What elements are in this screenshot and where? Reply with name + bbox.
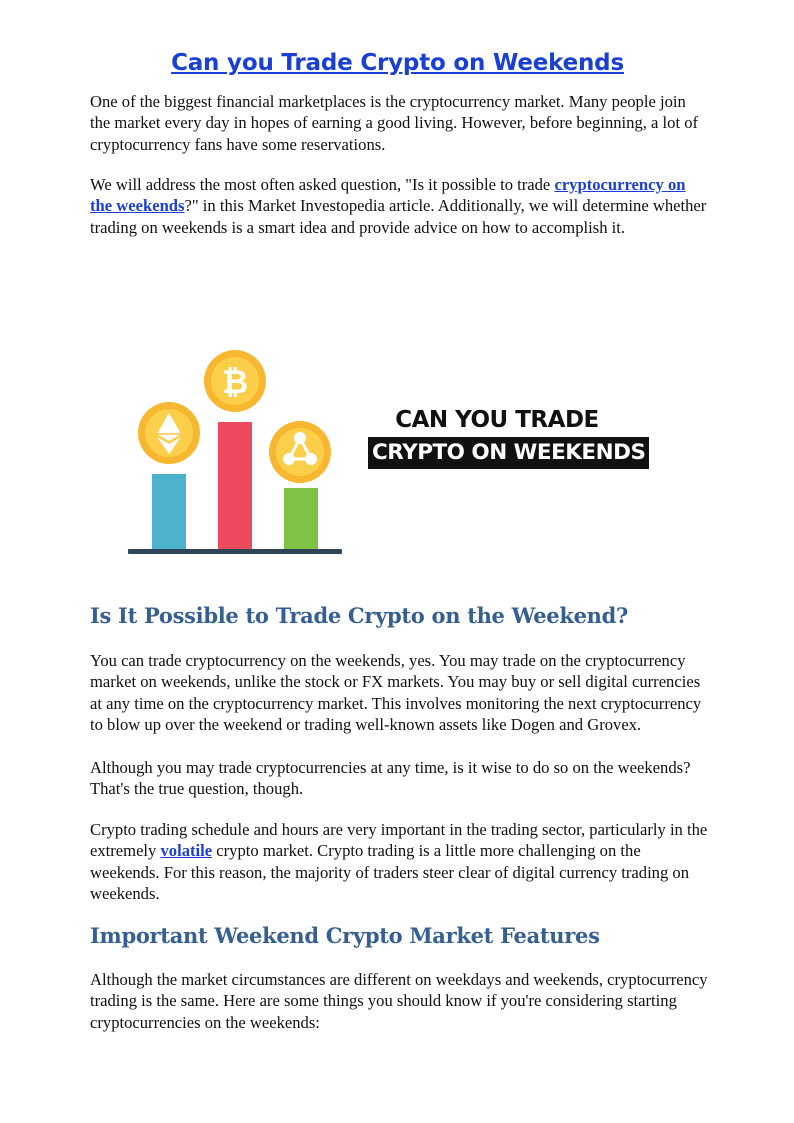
ethereum-coin-icon	[138, 402, 200, 464]
intro-2-text-before: We will address the most often asked question, "Is it possible to trade	[90, 175, 555, 194]
bitcoin-coin-icon	[204, 350, 266, 412]
section-1-paragraph-1: You can trade cryptocurrency on the weekends, yes. You may trade on the cryptocurrency market on weekends, unlike the stock or FX markets. You may buy or sell digital currencies at any time on the cryptocurrency market. This involves monitoring the next cryptocurrency to blow up over the weekend or trading well-known assets like Dogen and Grovex.	[90, 651, 702, 735]
link-cryptocurrency-on-the-weekends[interactable]: cryptocurrency on the weekends	[90, 175, 686, 216]
banner-line-1: CAN YOU TRADE	[395, 407, 599, 433]
ripple-coin-icon	[269, 421, 331, 483]
para-3-text-before: Crypto trading schedule and hours are very important in the trading sector, particularly in the extremely	[90, 820, 708, 861]
bar-right	[284, 488, 318, 550]
section-heading-weekend-trading: Is It Possible to Trade Crypto on the Weekend?	[90, 603, 628, 628]
section-heading-market-features: Important Weekend Crypto Market Features	[90, 923, 600, 948]
section-1-paragraph-2: Although you may trade cryptocurrencies at any time, is it wise to do so on the weekends? That's the true question, though.	[90, 758, 691, 799]
bar-middle	[218, 422, 252, 550]
intro-2-text-after: ?" in this Market Investopedia article. Additionally, we will determine whether trading on weekends is a smart idea and provide advice on how to accomplish it.	[90, 196, 707, 237]
para-3-text-after: crypto market. Crypto trading is a little more challenging on the weekends. For this reason, the majority of traders steer clear of digital currency trading on weekends.	[90, 841, 690, 904]
bitcoin-symbol: ₿	[221, 363, 249, 401]
bar-left	[152, 474, 186, 550]
chart-baseline	[128, 549, 342, 554]
link-volatile[interactable]: volatile	[160, 841, 213, 861]
article-banner	[368, 405, 678, 469]
article-title[interactable]: Can you Trade Crypto on Weekends	[171, 50, 624, 76]
intro-paragraph-1: One of the biggest financial marketplaces is the cryptocurrency market. Many people join the market every day in hopes of earning a good living. However, before beginning, a lot of cryptocurrency fans have some reservations.	[90, 92, 699, 154]
section-1-paragraph-3	[90, 819, 710, 905]
section-2-paragraph-1: Although the market circumstances are different on weekdays and weekends, cryptocurrency trading is the same. Here are some things you should know if you're considering starting cryptocurrencies on the weekends:	[90, 970, 708, 1032]
banner-line-2: CRYPTO ON WEEKENDS	[368, 437, 649, 469]
